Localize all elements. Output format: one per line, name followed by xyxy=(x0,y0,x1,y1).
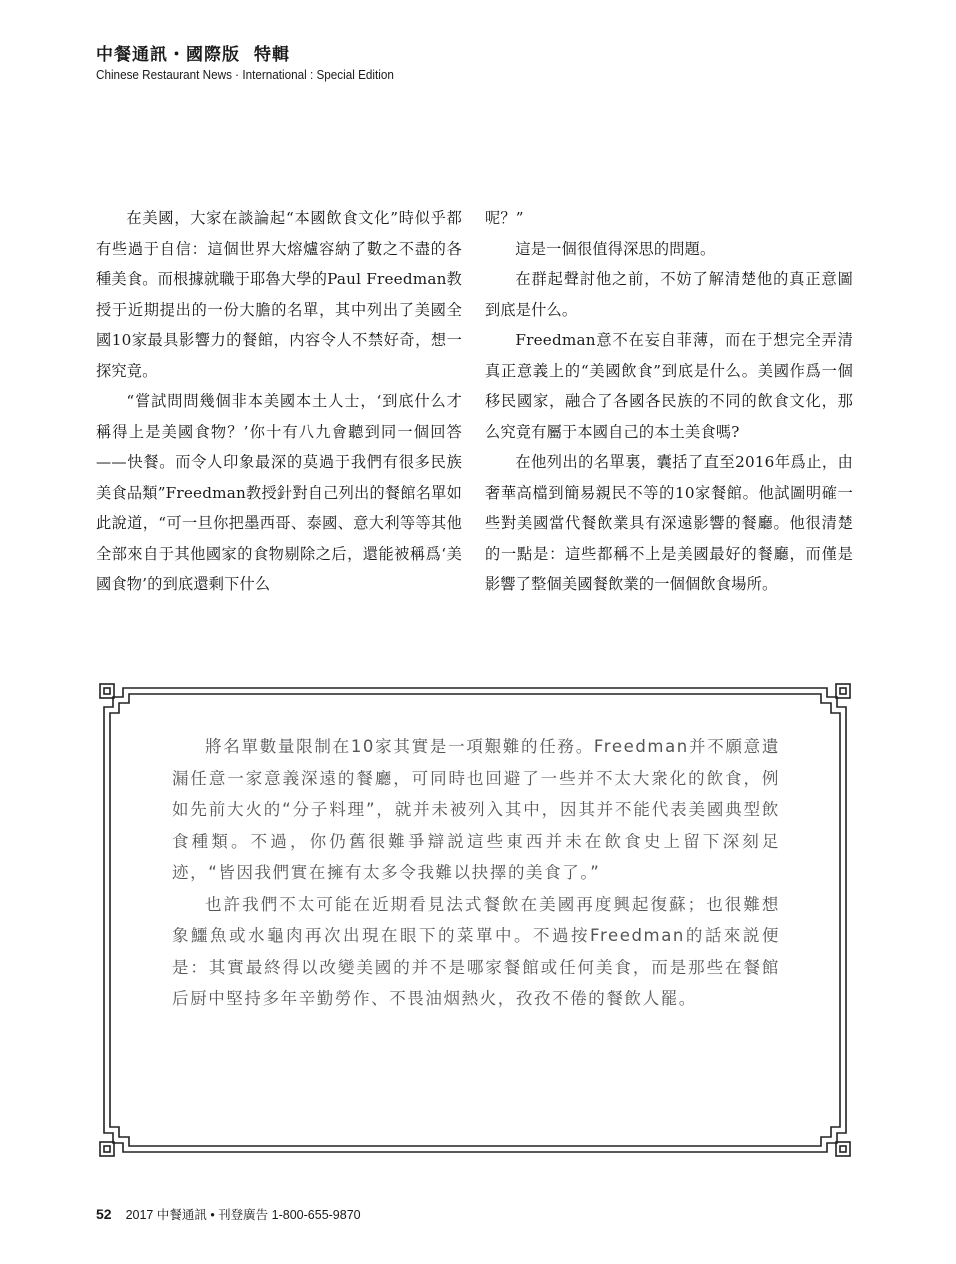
pullquote-paragraph: 將名單數量限制在10家其實是一項艱難的任務。Freedman并不願意遺漏任意一家意義深遠的餐廳，可同時也回避了一些并不太大衆化的飲食，例如先前大火的“分子料理”，就并未被列入其中，因其并不能代表美國典型飲食種類。不過，你仍舊很難爭辯説這些東西并未在飲食史上留下深刻足迹，“皆因我們實在擁有太多令我難以抉擇的美食了。” xyxy=(172,737,780,882)
running-header xyxy=(96,44,427,84)
article-column-left xyxy=(96,203,462,600)
article-paragraph: 在他列出的名單裏，囊括了直至2016年爲止，由奢華高檔到簡易親民不等的10家餐館。他試圖明確一些對美國當代餐飲業具有深遠影響的餐廳。他很清楚的一點是：這些都稱不上是美國最好的餐廳，而僅是影響了整個美國餐飲業的一個個飲食場所。 xyxy=(485,453,853,593)
article-paragraph: “嘗試問問幾個非本美國本土人士，‘到底什么才稱得上是美國食物？’你十有八九會聽到同一個回答——快餐。而令人印象最深的莫過于我們有很多民族美食品類”Freedman教授針對自己列出的餐館名單如此說道，“可一旦你把墨西哥、泰國、意大利等等其他全部來自于其他國家的食物剔除之后，還能被稱爲‘美國食物’的到底還剩下什么 xyxy=(96,392,462,593)
article-paragraph: 在群起聲討他之前，不妨了解清楚他的真正意圖到底是什么。 xyxy=(485,270,853,319)
publication-title: 中餐通訊・國際版 xyxy=(96,45,240,65)
page-number: 52 xyxy=(96,1206,112,1222)
section-title: 特輯 xyxy=(254,45,290,65)
footer-text: 2017 中餐通訊 • 刊登廣告 1-800-655-9870 xyxy=(125,1208,361,1222)
header-title-zh xyxy=(96,44,427,66)
article-paragraph: 這是一個很值得深思的問題。 xyxy=(515,239,716,258)
article-paragraph: Freedman意不在妄自菲薄，而在于想完全弄清真正意義上的“美國飲食”到底是什么。美國作爲一個移民國家，融合了各國各民族的不同的飲食文化，那么究竟有屬于本國自己的本土美食嗎? xyxy=(485,331,853,441)
pullquote-paragraph: 也許我們不太可能在近期看見法式餐飲在美國再度興起復蘇；也很難想象鱷魚或水龜肉再次出現在眼下的菜單中。不過按Freedman的話來説便是：其實最終得以改變美國的并不是哪家餐館或任何美食，而是那些在餐館后厨中堅持多年辛勤勞作、不畏油烟熱火，孜孜不倦的餐飲人罷。 xyxy=(172,894,780,1008)
pullquote-text xyxy=(172,731,780,1015)
article-paragraph: 在美國，大家在談論起“本國飲食文化”時似乎都有些過于自信：這個世界大熔爐容納了數之不盡的各種美食。而根據就職于耶魯大學的Paul Freedman教授于近期提出的一份大膽的名單，其中列出了美國全國10家最具影響力的餐館，内容令人不禁好奇，想一探究竟。 xyxy=(96,209,462,380)
page-footer xyxy=(96,1205,361,1223)
article-paragraph: 呢？” xyxy=(485,209,524,227)
header-title-en: Chinese Restaurant News · International : Special Edition xyxy=(96,67,394,82)
article-column-right xyxy=(485,203,853,600)
